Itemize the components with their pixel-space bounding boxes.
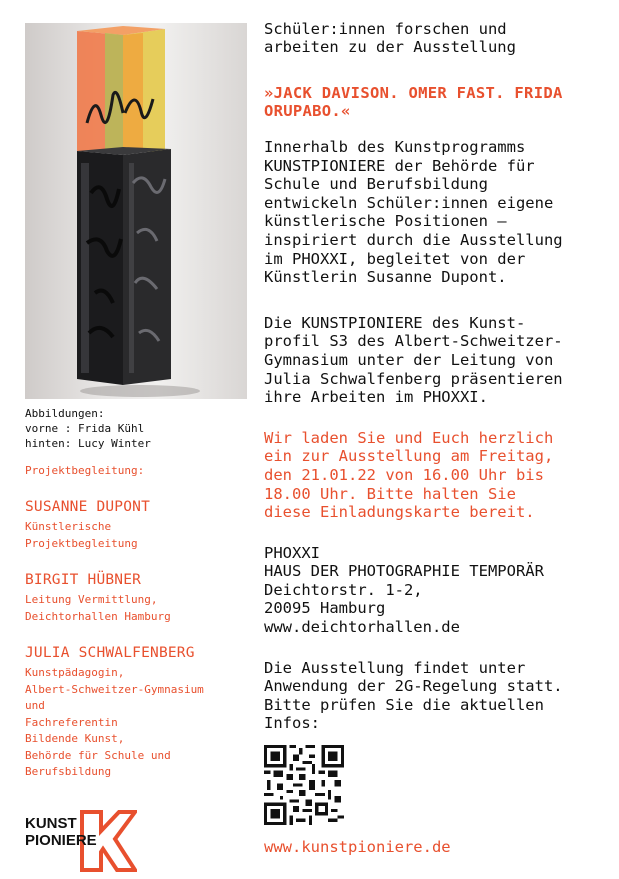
- kunstpioniere-logo: [25, 809, 135, 874]
- logo-wordmark: [25, 815, 97, 849]
- person-name: JULIA SCHWALFENBERG: [25, 645, 195, 661]
- kunstpioniere-link[interactable]: www.kunstpioniere.de: [264, 838, 451, 857]
- sculpture-photo: [25, 23, 247, 399]
- covid-notice: Die Ausstellung findet unter Anwendung der 2G-Regelung statt. Bitte prüfen Sie die aktuellen Infos:: [264, 658, 563, 733]
- credits-heading: Abbildungen:: [25, 407, 105, 420]
- person-entry: [25, 644, 251, 781]
- person-role: Kunstpädagogin, Albert-Schweitzer-Gymnasium und Fachreferentin Bildende Kunst, Behörde für Schule und Berufsbildung: [25, 666, 204, 778]
- logo-line-2: PIONIERE: [25, 831, 97, 849]
- intro-heading: Schüler:innen forschen und arbeiten zu der Ausstellung: [264, 20, 516, 56]
- person-role: Leitung Vermittlung, Deichtorhallen Hamburg: [25, 593, 171, 623]
- venue-address: PHOXXI HAUS DER PHOTOGRAPHIE TEMPORÄR Deichtorstr. 1-2, 20095 Hamburg www.deichtorhallen.de: [264, 543, 544, 637]
- logo-line-1: KUNST: [25, 814, 77, 832]
- credits-back: hinten: Lucy Winter: [25, 437, 151, 450]
- project-support-label: Projektbegleitung:: [25, 464, 145, 477]
- qr-code-icon[interactable]: [264, 745, 344, 825]
- sculpture-illustration: [25, 23, 247, 399]
- person-entry: [25, 498, 251, 552]
- right-column: [264, 20, 609, 856]
- person-role: Künstlerische Projektbegleitung: [25, 520, 138, 550]
- person-name: BIRGIT HÜBNER: [25, 572, 142, 588]
- people-list: [25, 498, 251, 781]
- program-description: Innerhalb des Kunstprogramms KUNSTPIONIERE der Behörde für Schule und Berufsbildung entwickeln Schüler:innen eigene künstlerische Positionen – inspiriert durch die Ausstellung im PHOXXI, begleitet von der Künstlerin Susanne Dupont.: [264, 138, 563, 287]
- invitation-text: Wir laden Sie und Euch herzlich ein zur Ausstellung am Freitag, den 21.01.22 von 16.00 Uhr bis 18.00 Uhr. Bitte halten Sie diese Einladungskarte bereit.: [264, 428, 554, 522]
- credits-front: vorne : Frida Kühl: [25, 422, 145, 435]
- image-credits: [25, 406, 251, 451]
- class-description: Die KUNSTPIONIERE des Kunst- profil S3 des Albert-Schweitzer- Gymnasium unter der Leitung von Julia Schwalfenberg präsentieren ihre Arbeiten im PHOXXI.: [264, 313, 563, 407]
- left-column: [25, 23, 251, 874]
- exhibition-title: »JACK DAVISON. OMER FAST. FRIDA ORUPABO.«: [264, 84, 563, 120]
- person-name: SUSANNE DUPONT: [25, 499, 151, 515]
- person-entry: [25, 571, 251, 625]
